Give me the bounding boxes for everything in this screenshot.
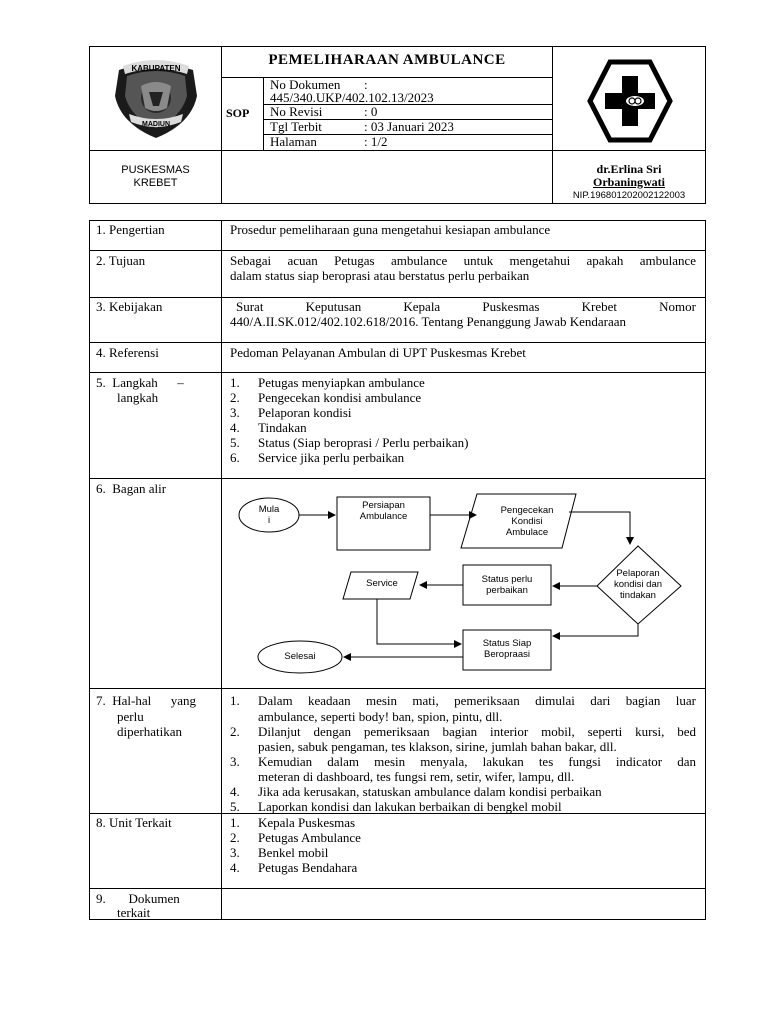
list-item: Status (Siap beroprasi / Perlu perbaikan) [258, 435, 469, 450]
flow-persiapan-label: Persiapan [362, 500, 405, 511]
tujuan-text-line2: dalam status siap beroprasi atau berstatus perlu perbaikan [230, 268, 530, 283]
list-item: Benkel mobil [258, 845, 329, 860]
flow-perlu-perbaikan-label-2: perbaikan [486, 585, 528, 596]
list-item-num: 3. [230, 754, 240, 769]
pengertian-label: 1. Pengertian [96, 222, 165, 237]
halaman-value: : 1/2 [364, 134, 388, 149]
tgl-terbit-label: Tgl Terbit [270, 119, 322, 134]
logo-text-top: KABUPATEN [131, 64, 181, 73]
list-item: Petugas Bendahara [258, 860, 358, 875]
list-item: Dalam keadaan mesin mati, pemeriksaan dimulai dari bagian luar [258, 693, 696, 708]
list-item-num: 1. [230, 815, 240, 830]
list-item: Service jika perlu perbaikan [258, 450, 405, 465]
signer-name-line2: Orbaningwati [592, 175, 665, 189]
halaman-label: Halaman [270, 134, 317, 149]
flow-end-label: Selesai [284, 651, 316, 662]
list-item: Kemudian dalam mesin menyala, lakukan tes fungsi indicator dan [258, 754, 696, 769]
signer-nip: NIP.196801202002122003 [572, 190, 686, 201]
org-name-line1: PUSKESMAS [121, 164, 190, 176]
list-item: Tindakan [258, 420, 307, 435]
flow-decision-label-3: tindakan [620, 590, 656, 601]
list-item-num: 4. [230, 860, 240, 875]
hal-perhatian-label-3: diperhatikan [117, 724, 182, 739]
no-revisi-value: : 0 [364, 104, 378, 119]
unit-terkait-label: 8. Unit Terkait [96, 815, 172, 830]
document-title: PEMELIHARAAN AMBULANCE [268, 52, 506, 68]
flow-decision-label: Pelaporan [616, 568, 660, 579]
list-item-num: 2. [230, 390, 240, 405]
org-name-line2: KREBET [133, 177, 178, 189]
flow-pengecekan-label-3: Ambulace [505, 527, 549, 538]
flow-decision-label-2: kondisi dan [613, 579, 663, 590]
langkah-label-2: langkah [117, 390, 159, 405]
dokumen-terkait-label-2: terkait [117, 905, 151, 920]
flow-pengecekan-label-2: Kondisi [511, 516, 543, 527]
list-item: Dilanjut dengan pemeriksaan bagian interior mobil, seperti kursi, bed [258, 724, 696, 739]
list-item-num: 3. [230, 845, 240, 860]
pengertian-text: Prosedur pemeliharaan guna mengetahui kesiapan ambulance [230, 222, 551, 237]
list-item-num: 1. [230, 375, 240, 390]
list-item-cont: meteran di dashboard, tes fungsi rem, setir, wifer, lampu, dll. [258, 769, 575, 784]
langkah-label: 5. Langkah – [96, 375, 184, 390]
no-revisi-label: No Revisi [270, 104, 323, 119]
flow-pengecekan-label: Pengecekan [500, 505, 554, 516]
list-item: Petugas menyiapkan ambulance [258, 375, 425, 390]
list-item: Kepala Puskesmas [258, 815, 356, 830]
list-item: Jika ada kerusakan, statuskan ambulance dalam kondisi perbaikan [258, 784, 602, 799]
puskesmas-logo [586, 58, 674, 144]
flow-start-label-2: i [267, 515, 271, 526]
kebijakan-text-line2: 440/A.II.SK.012/402.102.618/2016. Tentang Penanggung Jawab Kendaraan [230, 314, 627, 329]
list-item-num: 4. [230, 784, 240, 799]
list-item-num: 5. [230, 799, 240, 814]
no-dokumen-label: No Dokumen [270, 77, 341, 92]
list-item-num: 4. [230, 420, 240, 435]
flow-persiapan-label-2: Ambulance [359, 511, 408, 522]
list-item-num: 2. [230, 830, 240, 845]
tujuan-label: 2. Tujuan [96, 253, 146, 268]
list-item-num: 1. [230, 693, 240, 708]
flow-start-label: Mula [258, 504, 280, 515]
list-item: Pelaporan kondisi [258, 405, 352, 420]
list-item: Laporkan kondisi dan lakukan berbaikan di bengkel mobil [258, 799, 562, 814]
list-item-num: 5. [230, 435, 240, 450]
tgl-terbit-value: : 03 Januari 2023 [364, 119, 454, 134]
kebijakan-text-line1: Surat Keputusan Kepala Puskesmas Krebet Nomor [236, 299, 696, 314]
flow-service-label: Service [366, 578, 398, 589]
list-item: Pengecekan kondisi ambulance [258, 390, 422, 405]
sop-label: SOP [226, 106, 250, 120]
list-item: Petugas Ambulance [258, 830, 361, 845]
logo-text-bottom: MADIUN [142, 121, 170, 128]
list-item-num: 3. [230, 405, 240, 420]
list-item-cont: ambulance, seperti body! ban, spion, pintu, dll. [258, 709, 503, 724]
referensi-text: Pedoman Pelayanan Ambulan di UPT Puskesmas Krebet [230, 345, 526, 360]
kabupaten-madiun-logo [109, 56, 203, 140]
tujuan-text-line1: Sebagai acuan Petugas ambulance untuk mengetahui apakah ambulance [230, 253, 696, 268]
flow-siap-label: Status Siap [482, 638, 532, 649]
list-item-cont: pasien, sabuk pengaman, tes klakson, sirine, jumlah bahan bakar, dll. [258, 739, 617, 754]
kebijakan-label: 3. Kebijakan [96, 299, 163, 314]
hal-perhatian-label: 7. Hal-hal yang [96, 693, 197, 708]
no-dokumen-value: 445/340.UKP/402.102.13/2023 [270, 90, 434, 105]
hal-perhatian-label-2: perlu [117, 709, 144, 724]
flow-perlu-perbaikan-label: Status perlu [481, 574, 533, 585]
flow-siap-label-2: Beropraasi [484, 649, 530, 660]
list-item-num: 6. [230, 450, 240, 465]
no-dokumen-sep: : [364, 77, 368, 92]
signer-name-line1: dr.Erlina Sri [596, 162, 662, 176]
list-item-num: 2. [230, 724, 240, 739]
bagan-alir-label: 6. Bagan alir [96, 481, 167, 496]
dokumen-terkait-label: 9. Dokumen [96, 891, 180, 906]
referensi-label: 4. Referensi [96, 345, 159, 360]
